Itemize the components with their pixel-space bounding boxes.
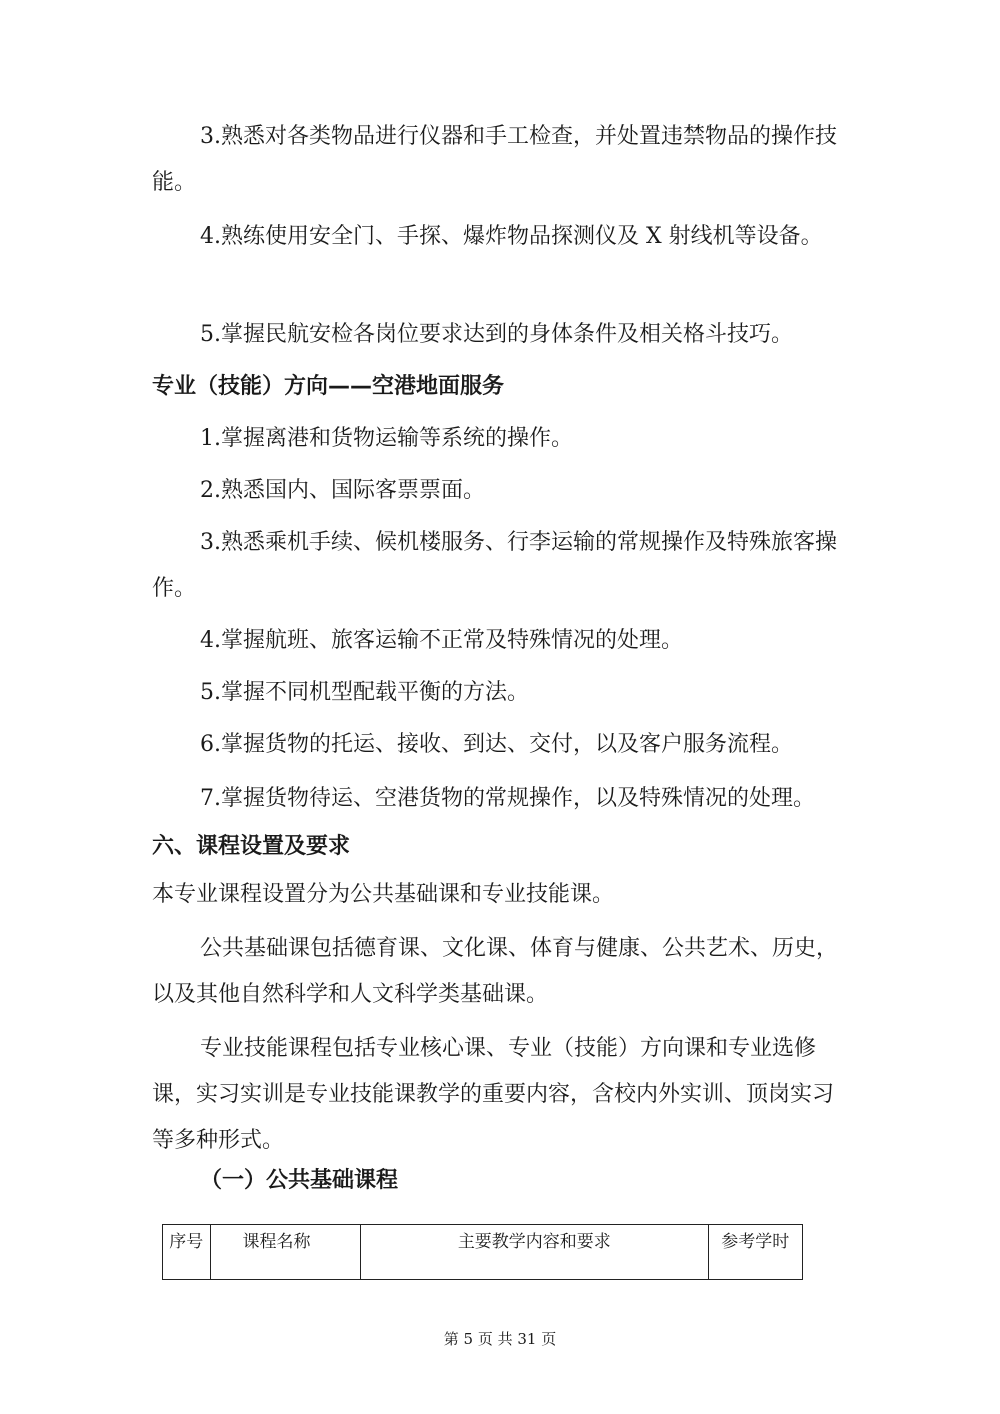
list-item-ground-2: 2.熟悉国内、国际客票票面。: [200, 478, 485, 503]
list-item-s1-4: 4.熟练使用安全门、手探、爆炸物品探测仪及 X 射线机等设备。: [200, 224, 823, 249]
section-heading-ground-service: 专业（技能）方向——空港地面服务: [152, 374, 505, 399]
list-item-ground-1: 1.掌握离港和货物运输等系统的操作。: [200, 426, 573, 451]
list-item-s1-5: 5.掌握民航安检各岗位要求达到的身体条件及相关格斗技巧。: [200, 322, 793, 347]
list-item-ground-3: 3.熟悉乘机手续、候机楼服务、行李运输的常规操作及特殊旅客操作。: [152, 530, 837, 601]
table-header-content: 主要教学内容和要求: [361, 1225, 708, 1280]
list-item-s1-3: 3.熟悉对各类物品进行仪器和手工检查，并处置违禁物品的操作技能。: [152, 124, 837, 195]
section-heading-courses: 六、课程设置及要求: [152, 834, 351, 859]
list-item-ground-4: 4.掌握航班、旅客运输不正常及特殊情况的处理。: [200, 628, 683, 653]
page-footer: 第 5 页 共 31 页: [443, 1330, 557, 1348]
list-item-ground-7: 7.掌握货物待运、空港货物的常规操作，以及特殊情况的处理。: [200, 786, 815, 811]
paragraph-public-basic: 公共基础课包括德育课、文化课、体育与健康、公共艺术、历史，以及其他自然科学和人文科学类基础课。: [152, 936, 839, 1007]
list-item-ground-5: 5.掌握不同机型配载平衡的方法。: [200, 680, 529, 705]
table-header-course-name: 课程名称: [210, 1225, 361, 1280]
paragraph-professional-skills: 专业技能课程包括专业核心课、专业（技能）方向课和专业选修课，实习实训是专业技能课教学的重要内容，含校内外实训、顶岗实习等多种形式。: [152, 1036, 835, 1153]
list-item-ground-6: 6.掌握货物的托运、接收、到达、交付，以及客户服务流程。: [200, 732, 793, 757]
table-header-hours: 参考学时: [708, 1225, 802, 1280]
table-header-index: 序号: [163, 1225, 211, 1280]
paragraph-course-intro: 本专业课程设置分为公共基础课和专业技能课。: [152, 882, 615, 907]
course-table: [162, 1224, 803, 1280]
table-header-row: [163, 1225, 803, 1280]
subsection-heading-public-basic: （一）公共基础课程: [200, 1168, 399, 1193]
